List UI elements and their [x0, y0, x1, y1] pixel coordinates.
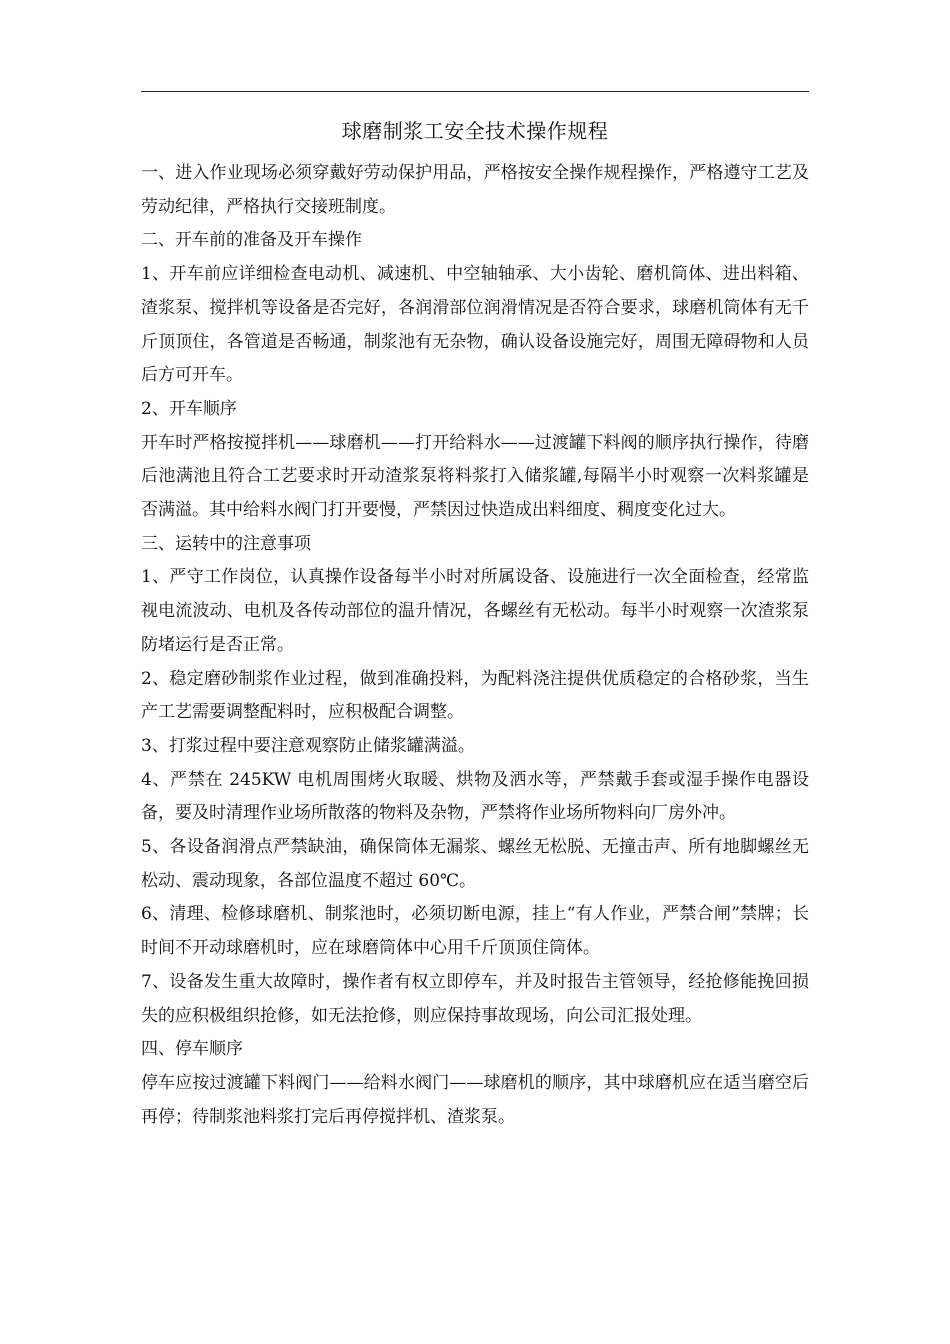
paragraph-3-5: 5、各设备润滑点严禁缺油，确保筒体无漏浆、螺丝无松脱、无撞击声、所有地脚螺丝无松动、震动现象，各部位温度不超过 60℃。 — [141, 837, 809, 891]
header-rule — [141, 91, 809, 92]
heading-section-2: 二、开车前的准备及开车操作 — [141, 230, 362, 251]
paragraph-3-7: 7、设备发生重大故障时，操作者有权立即停车，并及时报告主管领导，经抢修能挽回损失的应积极组织抢修，如无法抢修，则应保持事故现场，向公司汇报处理。 — [141, 971, 809, 1026]
heading-section-4: 四、停车顺序 — [141, 1039, 243, 1060]
heading-2-2: 2、开车顺序 — [141, 398, 237, 419]
paragraph-section-1: 一、进入作业现场必须穿戴好劳动保护用品，严格按安全操作规程操作，严格遵守工艺及劳动纪律，严格执行交接班制度。 — [141, 163, 809, 217]
paragraph-3-6: 6、清理、检修球磨机、制浆池时，必须切断电源，挂上“有人作业，严禁合闸”禁牌；长时间不开动球磨机时，应在球磨筒体中心用千斤顶顶住筒体。 — [141, 904, 809, 959]
paragraph-startup-sequence: 开车时严格按搅拌机——球磨机——打开给料水——过渡罐下料阀的顺序执行操作，待磨后池满池且符合工艺要求时开动渣浆泵将料浆打入储浆罐,每隔半小时观察一次料浆罐是否满溢。其中给料水阀门打开要慢，严禁因过快造成出料细度、稠度变化过大。 — [141, 432, 809, 521]
heading-section-3: 三、运转中的注意事项 — [141, 533, 311, 554]
paragraph-2-1: 1、开车前应详细检查电动机、减速机、中空轴轴承、大小齿轮、磨机筒体、进出料箱、渣浆泵、搅拌机等设备是否完好，各润滑部位润滑情况是否符合要求，球磨机筒体有无千斤顶顶住，各管道是否畅通，制浆池有无杂物，确认设备设施完好，周围无障碍物和人员后方可开车。 — [141, 264, 809, 386]
paragraph-3-3: 3、打浆过程中要注意观察防止储浆罐满溢。 — [141, 735, 475, 756]
paragraph-shutdown-sequence: 停车应按过渡罐下料阀门——给料水阀门——球磨机的顺序，其中球磨机应在适当磨空后再停；待制浆池料浆打完后再停搅拌机、渣浆泵。 — [141, 1072, 809, 1127]
document-title: 球磨制浆工安全技术操作规程 — [341, 119, 609, 143]
paragraph-3-1: 1、严守工作岗位，认真操作设备每半小时对所属设备、设施进行一次全面检查，经常监视电流波动、电机及各传动部位的温升情况，各螺丝有无松动。每半小时观察一次渣浆泵防堵运行是否正常。 — [141, 567, 809, 655]
paragraph-3-2: 2、稳定磨砂制浆作业过程，做到准确投料，为配料浇注提供优质稳定的合格砂浆，当生产工艺需要调整配料时，应积极配合调整。 — [141, 668, 809, 723]
document-body — [141, 157, 809, 1134]
paragraph-3-4: 4、严禁在 245KW 电机周围烤火取暖、烘物及洒水等，严禁戴手套或湿手操作电器设备，要及时清理作业场所散落的物料及杂物，严禁将作业场所物料向厂房外冲。 — [141, 769, 809, 824]
